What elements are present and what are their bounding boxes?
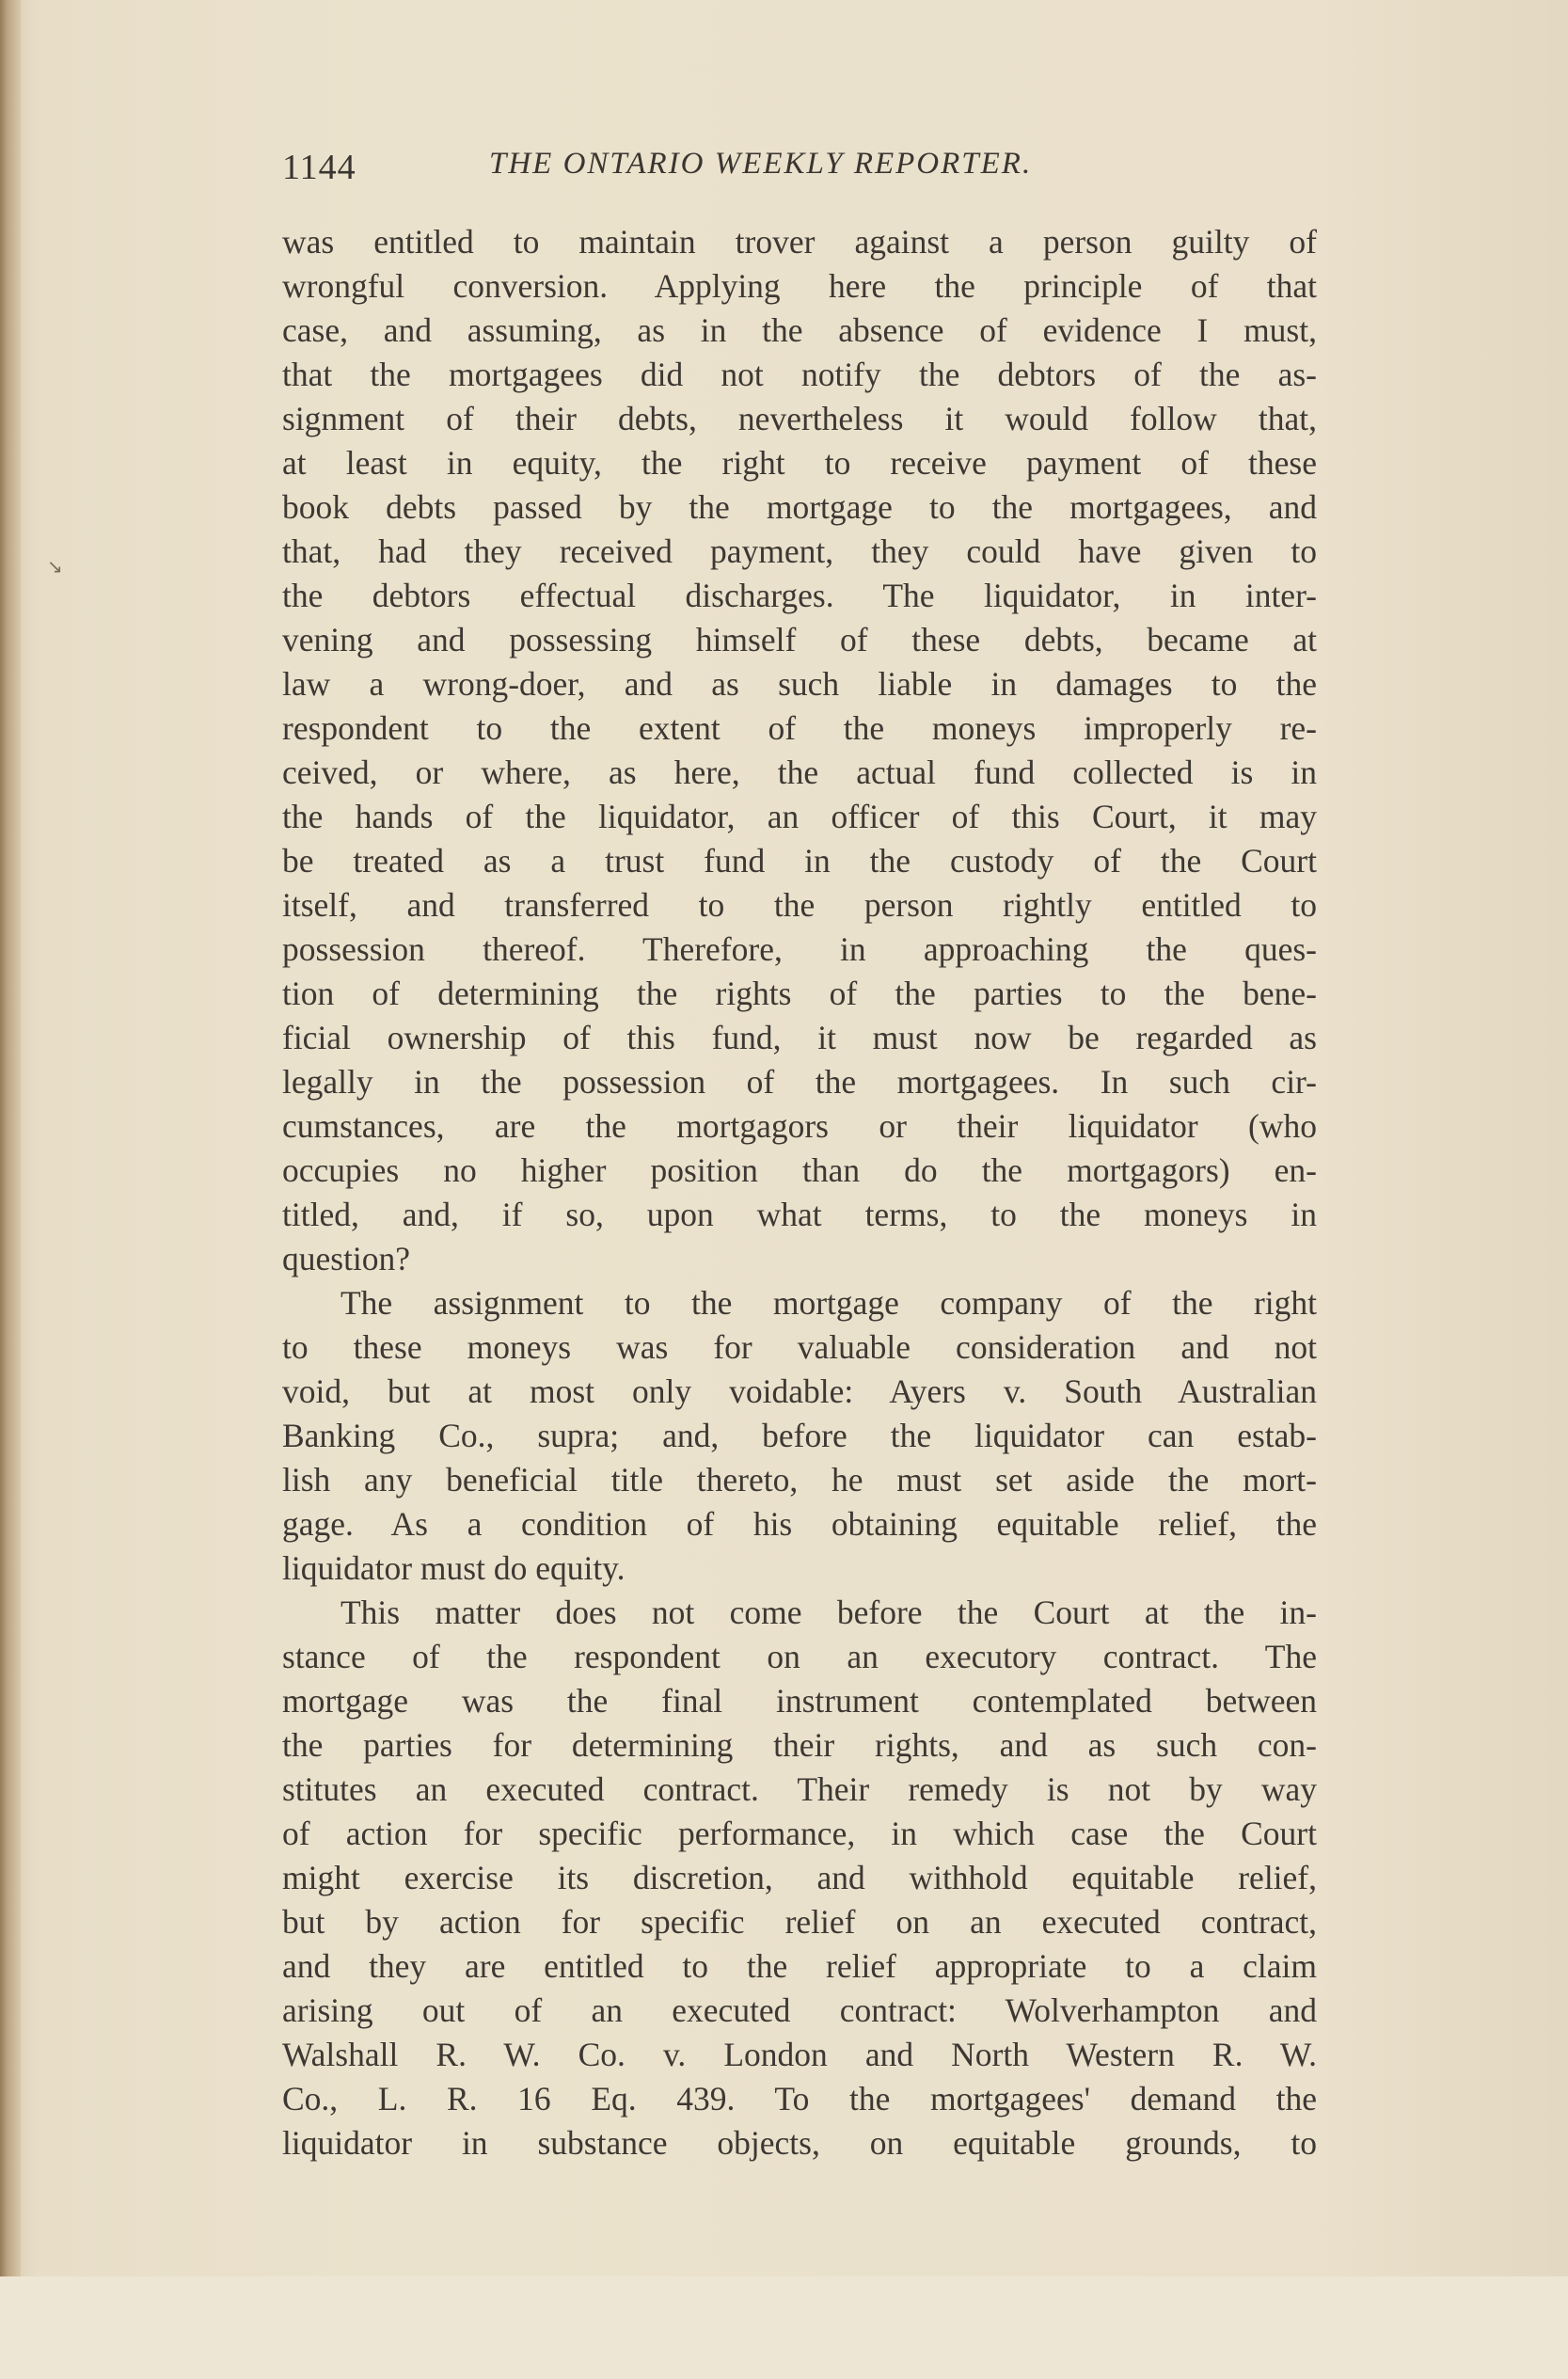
text-line: gage. As a condition of his obtaining equitable relief, the — [282, 1505, 1317, 1543]
text-line: signment of their debts, nevertheless it would follow that, — [282, 400, 1317, 437]
page-number: 1144 — [282, 148, 356, 187]
text-line: might exercise its discretion, and withhold equitable relief, — [282, 1859, 1317, 1896]
text-line: respondent to the extent of the moneys improperly re- — [282, 709, 1317, 747]
text-line: tion of determining the rights of the parties to the bene- — [282, 975, 1317, 1012]
text-line: mortgage was the final instrument contemplated between — [282, 1682, 1317, 1720]
text-line: to these moneys was for valuable consideration and not — [282, 1328, 1317, 1366]
body-text — [282, 220, 1317, 2165]
running-head: THE ONTARIO WEEKLY REPORTER. — [489, 147, 1033, 181]
text-line: ceived, or where, as here, the actual fund collected is in — [282, 753, 1317, 791]
text-line: case, and assuming, as in the absence of evidence I must, — [282, 311, 1317, 349]
text-line: of action for specific performance, in which case the Court — [282, 1815, 1317, 1852]
text-line: Co., L. R. 16 Eq. 439. To the mortgagees' demand the — [282, 2080, 1317, 2117]
text-line: the hands of the liquidator, an officer of this Court, it may — [282, 798, 1317, 835]
text-line: liquidator must do equity. — [282, 1549, 626, 1587]
margin-pencil-mark-icon: ↘ — [47, 555, 63, 578]
text-line: book debts passed by the mortgage to the mortgagees, and — [282, 488, 1317, 526]
text-line: was entitled to maintain trover against a person guilty of — [282, 223, 1317, 261]
text-line: occupies no higher position than do the mortgagors) en- — [282, 1151, 1317, 1189]
text-line: wrongful conversion. Applying here the principle of that — [282, 267, 1317, 305]
text-line: itself, and transferred to the person rightly entitled to — [282, 886, 1317, 924]
text-line: law a wrong-doer, and as such liable in damages to the — [282, 665, 1317, 703]
text-line: The assignment to the mortgage company of the right — [341, 1284, 1317, 1322]
text-line: but by action for specific relief on an executed contract, — [282, 1903, 1317, 1941]
text-line: the debtors effectual discharges. The liquidator, in inter- — [282, 577, 1317, 614]
page-header — [282, 141, 1317, 198]
text-line: stitutes an executed contract. Their remedy is not by way — [282, 1770, 1317, 1808]
page-binding-edge — [0, 0, 21, 2276]
text-line: that the mortgagees did not notify the debtors of the as- — [282, 356, 1317, 393]
text-line: This matter does not come before the Court at the in- — [341, 1594, 1317, 1631]
text-line: ficial ownership of this fund, it must now be regarded as — [282, 1019, 1317, 1056]
text-line: that, had they received payment, they could have given to — [282, 532, 1317, 570]
text-line: liquidator in substance objects, on equitable grounds, to — [282, 2124, 1317, 2162]
text-line: the parties for determining their rights, and as such con- — [282, 1726, 1317, 1764]
text-line: legally in the possession of the mortgagees. In such cir- — [282, 1063, 1317, 1101]
text-line: stance of the respondent on an executory contract. The — [282, 1638, 1317, 1675]
text-line: and they are entitled to the relief appropriate to a claim — [282, 1947, 1317, 1985]
page-bottom-margin — [0, 2276, 1568, 2379]
text-line: titled, and, if so, upon what terms, to the moneys in — [282, 1196, 1317, 1233]
text-line: at least in equity, the right to receive payment of these — [282, 444, 1317, 482]
text-line: question? — [282, 1240, 411, 1277]
text-line: vening and possessing himself of these debts, became at — [282, 621, 1317, 658]
text-line: Walshall R. W. Co. v. London and North Western R. W. — [282, 2036, 1317, 2073]
text-line: possession thereof. Therefore, in approaching the ques- — [282, 930, 1317, 968]
text-line: Banking Co., supra; and, before the liquidator can estab- — [282, 1417, 1317, 1454]
text-line: cumstances, are the mortgagors or their liquidator (who — [282, 1107, 1317, 1145]
text-line: lish any beneficial title thereto, he must set aside the mort- — [282, 1461, 1317, 1499]
text-line: arising out of an executed contract: Wolverhampton and — [282, 1991, 1317, 2029]
text-line: be treated as a trust fund in the custody of the Court — [282, 842, 1317, 880]
text-line: void, but at most only voidable: Ayers v. South Australian — [282, 1372, 1317, 1410]
